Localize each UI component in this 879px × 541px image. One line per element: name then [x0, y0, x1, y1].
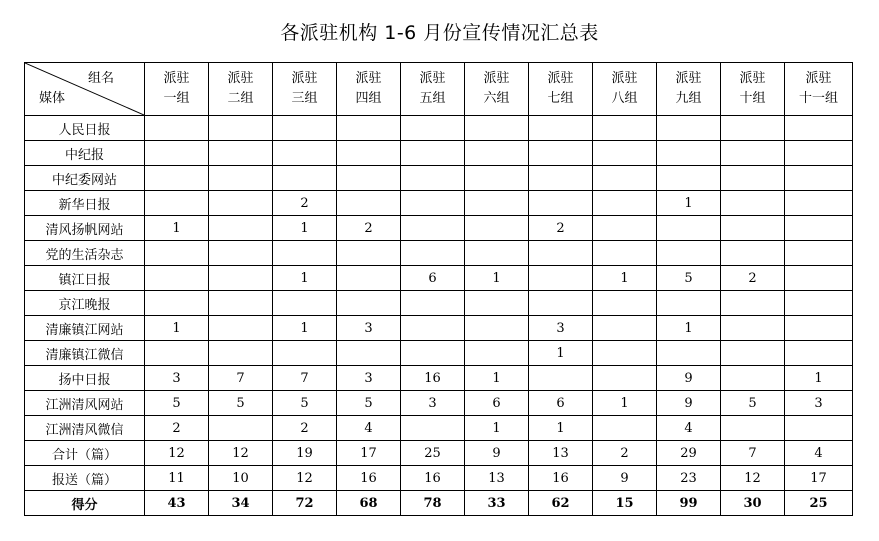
group-header-1 — [145, 63, 209, 116]
value-cell — [721, 291, 785, 316]
value-cell: 43 — [145, 491, 209, 516]
value-cell — [785, 191, 853, 216]
group-header-8 — [593, 63, 657, 116]
value-cell: 11 — [145, 466, 209, 491]
value-cell — [721, 166, 785, 191]
value-cell — [465, 116, 529, 141]
value-cell: 12 — [209, 441, 273, 466]
value-cell — [465, 166, 529, 191]
value-cell — [145, 291, 209, 316]
value-cell: 13 — [465, 466, 529, 491]
header-row — [25, 63, 853, 116]
value-cell: 1 — [273, 316, 337, 341]
value-cell: 6 — [465, 391, 529, 416]
group-header-prefix: 派驻 — [227, 71, 254, 86]
value-cell — [529, 266, 593, 291]
value-cell — [273, 141, 337, 166]
value-cell — [593, 216, 657, 241]
value-cell — [657, 341, 721, 366]
value-cell: 1 — [465, 266, 529, 291]
value-cell: 10 — [209, 466, 273, 491]
value-cell — [721, 366, 785, 391]
value-cell — [529, 366, 593, 391]
media-name-cell: 报送（篇） — [25, 466, 145, 491]
value-cell — [273, 341, 337, 366]
value-cell — [209, 291, 273, 316]
value-cell — [273, 116, 337, 141]
table-row — [25, 216, 853, 241]
value-cell — [529, 116, 593, 141]
value-cell: 1 — [273, 266, 337, 291]
value-cell: 1 — [465, 366, 529, 391]
value-cell — [145, 191, 209, 216]
value-cell: 17 — [337, 441, 401, 466]
value-cell — [657, 291, 721, 316]
value-cell: 9 — [593, 466, 657, 491]
value-cell — [465, 241, 529, 266]
media-name-cell: 镇江日报 — [25, 266, 145, 291]
group-header-name: 八组 — [611, 91, 638, 106]
value-cell: 4 — [657, 416, 721, 441]
value-cell: 1 — [657, 191, 721, 216]
value-cell: 25 — [785, 491, 853, 516]
value-cell: 3 — [401, 391, 465, 416]
value-cell: 62 — [529, 491, 593, 516]
group-header-name: 五组 — [419, 91, 446, 106]
value-cell — [721, 416, 785, 441]
table-row — [25, 166, 853, 191]
table-row — [25, 291, 853, 316]
group-header-9 — [657, 63, 721, 116]
group-header-prefix: 派驻 — [291, 71, 318, 86]
value-cell — [145, 266, 209, 291]
header-corner-cell — [25, 63, 145, 116]
group-header-3 — [273, 63, 337, 116]
media-name-cell: 清廉镇江微信 — [25, 341, 145, 366]
table-row — [25, 141, 853, 166]
value-cell: 1 — [593, 391, 657, 416]
group-header-name: 七组 — [547, 91, 574, 106]
value-cell: 2 — [273, 416, 337, 441]
value-cell: 2 — [337, 216, 401, 241]
value-cell — [593, 341, 657, 366]
value-cell: 3 — [785, 391, 853, 416]
value-cell: 6 — [529, 391, 593, 416]
value-cell: 16 — [337, 466, 401, 491]
value-cell — [593, 116, 657, 141]
table-row — [25, 491, 853, 516]
group-header-name: 九组 — [675, 91, 702, 106]
value-cell — [593, 166, 657, 191]
group-header-name: 六组 — [483, 91, 510, 106]
group-header-prefix: 派驻 — [675, 71, 702, 86]
group-header-prefix: 派驻 — [483, 71, 510, 86]
value-cell — [465, 141, 529, 166]
value-cell: 7 — [209, 366, 273, 391]
group-header-name: 四组 — [355, 91, 382, 106]
value-cell — [721, 116, 785, 141]
value-cell — [529, 166, 593, 191]
value-cell: 3 — [337, 316, 401, 341]
media-name-cell: 扬中日报 — [25, 366, 145, 391]
value-cell: 17 — [785, 466, 853, 491]
value-cell — [593, 141, 657, 166]
value-cell: 6 — [401, 266, 465, 291]
value-cell: 68 — [337, 491, 401, 516]
value-cell: 5 — [209, 391, 273, 416]
value-cell: 16 — [529, 466, 593, 491]
value-cell — [593, 291, 657, 316]
value-cell — [401, 216, 465, 241]
value-cell: 4 — [785, 441, 853, 466]
value-cell — [145, 241, 209, 266]
value-cell — [337, 266, 401, 291]
value-cell — [145, 166, 209, 191]
table-row — [25, 316, 853, 341]
value-cell — [209, 191, 273, 216]
value-cell — [209, 216, 273, 241]
value-cell: 1 — [657, 316, 721, 341]
value-cell — [209, 416, 273, 441]
value-cell: 29 — [657, 441, 721, 466]
value-cell — [657, 241, 721, 266]
media-name-cell: 人民日报 — [25, 116, 145, 141]
value-cell: 16 — [401, 366, 465, 391]
value-cell: 15 — [593, 491, 657, 516]
value-cell: 23 — [657, 466, 721, 491]
value-cell — [209, 141, 273, 166]
value-cell — [657, 141, 721, 166]
media-name-cell: 江洲清风网站 — [25, 391, 145, 416]
group-header-4 — [337, 63, 401, 116]
value-cell — [209, 241, 273, 266]
value-cell: 13 — [529, 441, 593, 466]
group-header-10 — [721, 63, 785, 116]
value-cell — [209, 116, 273, 141]
group-header-6 — [465, 63, 529, 116]
table-row — [25, 466, 853, 491]
media-name-cell: 江洲清风微信 — [25, 416, 145, 441]
value-cell: 1 — [529, 341, 593, 366]
table-row — [25, 191, 853, 216]
value-cell: 3 — [529, 316, 593, 341]
group-header-prefix: 派驻 — [419, 71, 446, 86]
value-cell: 99 — [657, 491, 721, 516]
value-cell: 9 — [657, 366, 721, 391]
value-cell: 1 — [465, 416, 529, 441]
value-cell — [401, 291, 465, 316]
value-cell: 1 — [145, 216, 209, 241]
value-cell: 5 — [337, 391, 401, 416]
value-cell — [721, 216, 785, 241]
value-cell — [337, 291, 401, 316]
value-cell — [337, 166, 401, 191]
value-cell: 3 — [337, 366, 401, 391]
value-cell — [785, 291, 853, 316]
value-cell — [529, 291, 593, 316]
value-cell — [465, 291, 529, 316]
value-cell: 5 — [721, 391, 785, 416]
value-cell: 12 — [145, 441, 209, 466]
value-cell — [785, 116, 853, 141]
value-cell — [785, 316, 853, 341]
value-cell — [401, 241, 465, 266]
group-header-prefix: 派驻 — [739, 71, 766, 86]
value-cell — [401, 416, 465, 441]
media-name-cell: 新华日报 — [25, 191, 145, 216]
value-cell: 1 — [785, 366, 853, 391]
value-cell: 4 — [337, 416, 401, 441]
value-cell: 16 — [401, 466, 465, 491]
value-cell — [657, 166, 721, 191]
group-header-name: 三组 — [291, 91, 318, 106]
value-cell: 12 — [721, 466, 785, 491]
value-cell — [593, 241, 657, 266]
value-cell: 2 — [721, 266, 785, 291]
value-cell — [785, 416, 853, 441]
value-cell — [337, 141, 401, 166]
group-header-name: 一组 — [163, 91, 190, 106]
value-cell — [401, 316, 465, 341]
value-cell: 2 — [593, 441, 657, 466]
value-cell: 33 — [465, 491, 529, 516]
media-name-cell: 京江晚报 — [25, 291, 145, 316]
value-cell — [465, 316, 529, 341]
group-header-prefix: 派驻 — [611, 71, 638, 86]
value-cell — [785, 241, 853, 266]
value-cell: 1 — [273, 216, 337, 241]
value-cell: 5 — [145, 391, 209, 416]
media-name-cell: 党的生活杂志 — [25, 241, 145, 266]
group-header-2 — [209, 63, 273, 116]
value-cell — [785, 141, 853, 166]
group-header-name: 十一组 — [798, 91, 838, 106]
value-cell — [721, 241, 785, 266]
value-cell — [785, 341, 853, 366]
table-row — [25, 266, 853, 291]
value-cell: 9 — [465, 441, 529, 466]
value-cell: 34 — [209, 491, 273, 516]
value-cell — [721, 191, 785, 216]
table-row — [25, 366, 853, 391]
value-cell — [401, 341, 465, 366]
value-cell — [657, 216, 721, 241]
value-cell — [337, 116, 401, 141]
value-cell: 2 — [273, 191, 337, 216]
value-cell — [785, 216, 853, 241]
value-cell — [145, 116, 209, 141]
value-cell: 9 — [657, 391, 721, 416]
group-header-prefix: 派驻 — [163, 71, 190, 86]
value-cell: 1 — [145, 316, 209, 341]
value-cell — [401, 141, 465, 166]
value-cell — [785, 166, 853, 191]
value-cell — [401, 166, 465, 191]
value-cell: 25 — [401, 441, 465, 466]
value-cell — [593, 366, 657, 391]
group-header-11 — [785, 63, 853, 116]
value-cell: 7 — [273, 366, 337, 391]
table-row — [25, 441, 853, 466]
value-cell — [273, 166, 337, 191]
value-cell — [145, 141, 209, 166]
media-name-cell: 得分 — [25, 491, 145, 516]
value-cell — [593, 316, 657, 341]
media-name-cell: 中纪报 — [25, 141, 145, 166]
value-cell — [337, 341, 401, 366]
value-cell: 5 — [657, 266, 721, 291]
media-name-cell: 中纪委网站 — [25, 166, 145, 191]
table-row — [25, 241, 853, 266]
page-title: 各派驻机构 1-6 月份宣传情况汇总表 — [280, 22, 599, 44]
value-cell — [721, 316, 785, 341]
value-cell — [209, 341, 273, 366]
group-header-prefix: 派驻 — [355, 71, 382, 86]
group-header-name: 二组 — [227, 91, 254, 106]
value-cell — [721, 141, 785, 166]
value-cell: 7 — [721, 441, 785, 466]
value-cell — [273, 241, 337, 266]
value-cell — [529, 241, 593, 266]
value-cell: 78 — [401, 491, 465, 516]
value-cell — [209, 266, 273, 291]
value-cell — [145, 341, 209, 366]
corner-media-label: 媒体 — [39, 91, 66, 106]
value-cell — [209, 166, 273, 191]
value-cell: 5 — [273, 391, 337, 416]
value-cell — [593, 416, 657, 441]
value-cell: 3 — [145, 366, 209, 391]
summary-table — [24, 62, 853, 516]
value-cell — [529, 141, 593, 166]
value-cell: 2 — [145, 416, 209, 441]
group-header-prefix: 派驻 — [805, 71, 832, 86]
value-cell — [401, 116, 465, 141]
value-cell — [529, 191, 593, 216]
value-cell — [337, 191, 401, 216]
value-cell — [465, 341, 529, 366]
group-header-prefix: 派驻 — [547, 71, 574, 86]
media-name-cell: 清廉镇江网站 — [25, 316, 145, 341]
media-name-cell: 合计（篇） — [25, 441, 145, 466]
value-cell: 1 — [593, 266, 657, 291]
value-cell — [273, 291, 337, 316]
group-header-name: 十组 — [739, 91, 766, 106]
value-cell — [593, 191, 657, 216]
value-cell: 19 — [273, 441, 337, 466]
value-cell — [721, 341, 785, 366]
value-cell — [465, 191, 529, 216]
table-row — [25, 116, 853, 141]
group-header-5 — [401, 63, 465, 116]
table-row — [25, 416, 853, 441]
value-cell: 72 — [273, 491, 337, 516]
value-cell — [209, 316, 273, 341]
value-cell — [465, 216, 529, 241]
group-header-7 — [529, 63, 593, 116]
value-cell — [337, 241, 401, 266]
value-cell — [785, 266, 853, 291]
value-cell — [657, 116, 721, 141]
value-cell: 30 — [721, 491, 785, 516]
value-cell: 1 — [529, 416, 593, 441]
media-name-cell: 清风扬帆网站 — [25, 216, 145, 241]
value-cell — [401, 191, 465, 216]
value-cell: 2 — [529, 216, 593, 241]
table-row — [25, 341, 853, 366]
value-cell: 12 — [273, 466, 337, 491]
corner-group-label: 组名 — [87, 71, 114, 86]
table-row — [25, 391, 853, 416]
